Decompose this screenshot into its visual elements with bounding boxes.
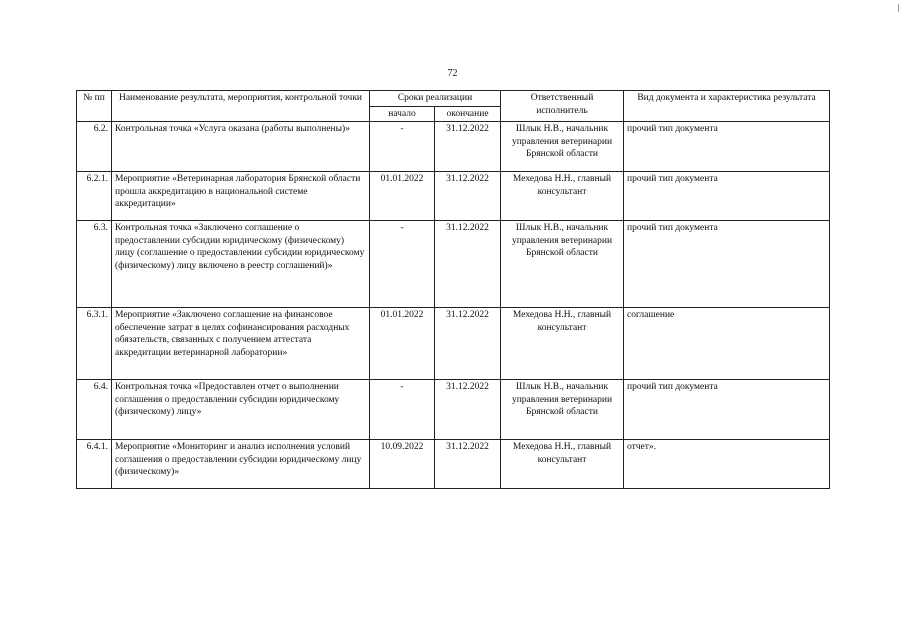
header-row <box>77 91 830 107</box>
row-name: Контрольная точка «Услуга оказана (работы выполнены)» <box>112 122 370 172</box>
table-row <box>77 122 830 172</box>
row-responsible: Мехедова Н.Н., главный консультант <box>501 172 624 221</box>
row-end: 31.12.2022 <box>435 172 501 221</box>
table-row <box>77 440 830 489</box>
row-name: Мероприятие «Мониторинг и анализ исполнения условий соглашения о предоставлении субсидии юридическому лицу (физическому)» <box>112 440 370 489</box>
row-num: 6.4.1. <box>77 440 112 489</box>
row-end: 31.12.2022 <box>435 122 501 172</box>
row-doc: соглашение <box>624 308 830 380</box>
row-doc: прочий тип документа <box>624 221 830 308</box>
table-row <box>77 308 830 380</box>
table-row <box>77 380 830 440</box>
row-num: 6.3.1. <box>77 308 112 380</box>
row-end: 31.12.2022 <box>435 221 501 308</box>
margin-mark <box>898 4 899 12</box>
table-row <box>77 221 830 308</box>
row-responsible: Шлык Н.В., начальник управления ветеринарии Брянской области <box>501 221 624 308</box>
row-responsible: Шлык Н.В., начальник управления ветеринарии Брянской области <box>501 380 624 440</box>
row-doc: прочий тип документа <box>624 172 830 221</box>
header-name: Наименование результата, мероприятия, контрольной точки <box>112 91 370 122</box>
row-name: Контрольная точка «Предоставлен отчет о выполнении соглашения о предоставлении субсидии юридическому (физическому) лицу» <box>112 380 370 440</box>
row-start: - <box>370 122 435 172</box>
header-end: окончание <box>435 106 501 122</box>
header-terms: Сроки реализации <box>370 91 501 107</box>
row-name: Мероприятие «Заключено соглашение на финансовое обеспечение затрат в целях софинансирования расходных обязательств, связанных с получением аттестата аккредитации ветеринарной лаборатории» <box>112 308 370 380</box>
row-end: 31.12.2022 <box>435 308 501 380</box>
row-start: - <box>370 221 435 308</box>
row-responsible: Шлык Н.В., начальник управления ветеринарии Брянской области <box>501 122 624 172</box>
header-responsible: Ответственный исполнитель <box>501 91 624 122</box>
row-doc: прочий тип документа <box>624 122 830 172</box>
row-start: - <box>370 380 435 440</box>
row-start: 10.09.2022 <box>370 440 435 489</box>
row-num: 6.3. <box>77 221 112 308</box>
row-start: 01.01.2022 <box>370 308 435 380</box>
row-doc: прочий тип документа <box>624 380 830 440</box>
header-num: № пп <box>77 91 112 122</box>
row-start: 01.01.2022 <box>370 172 435 221</box>
row-end: 31.12.2022 <box>435 380 501 440</box>
table-row <box>77 172 830 221</box>
row-name: Мероприятие «Ветеринарная лаборатория Брянской области прошла аккредитацию в национальной системе аккредитации» <box>112 172 370 221</box>
row-end: 31.12.2022 <box>435 440 501 489</box>
header-doc: Вид документа и характеристика результата <box>624 91 830 122</box>
row-responsible: Мехедова Н.Н., главный консультант <box>501 440 624 489</box>
row-num: 6.2. <box>77 122 112 172</box>
row-responsible: Мехедова Н.Н., главный консультант <box>501 308 624 380</box>
row-name: Контрольная точка «Заключено соглашение о предоставлении субсидии юридическому (физическому) лицу (соглашение о предоставлении субсидии юридическому (физическому) лицу включено в реестр соглашений)» <box>112 221 370 308</box>
row-num: 6.2.1. <box>77 172 112 221</box>
plan-table <box>76 90 830 489</box>
row-doc: отчет». <box>624 440 830 489</box>
page-number: 72 <box>447 68 458 79</box>
header-start: начало <box>370 106 435 122</box>
row-num: 6.4. <box>77 380 112 440</box>
